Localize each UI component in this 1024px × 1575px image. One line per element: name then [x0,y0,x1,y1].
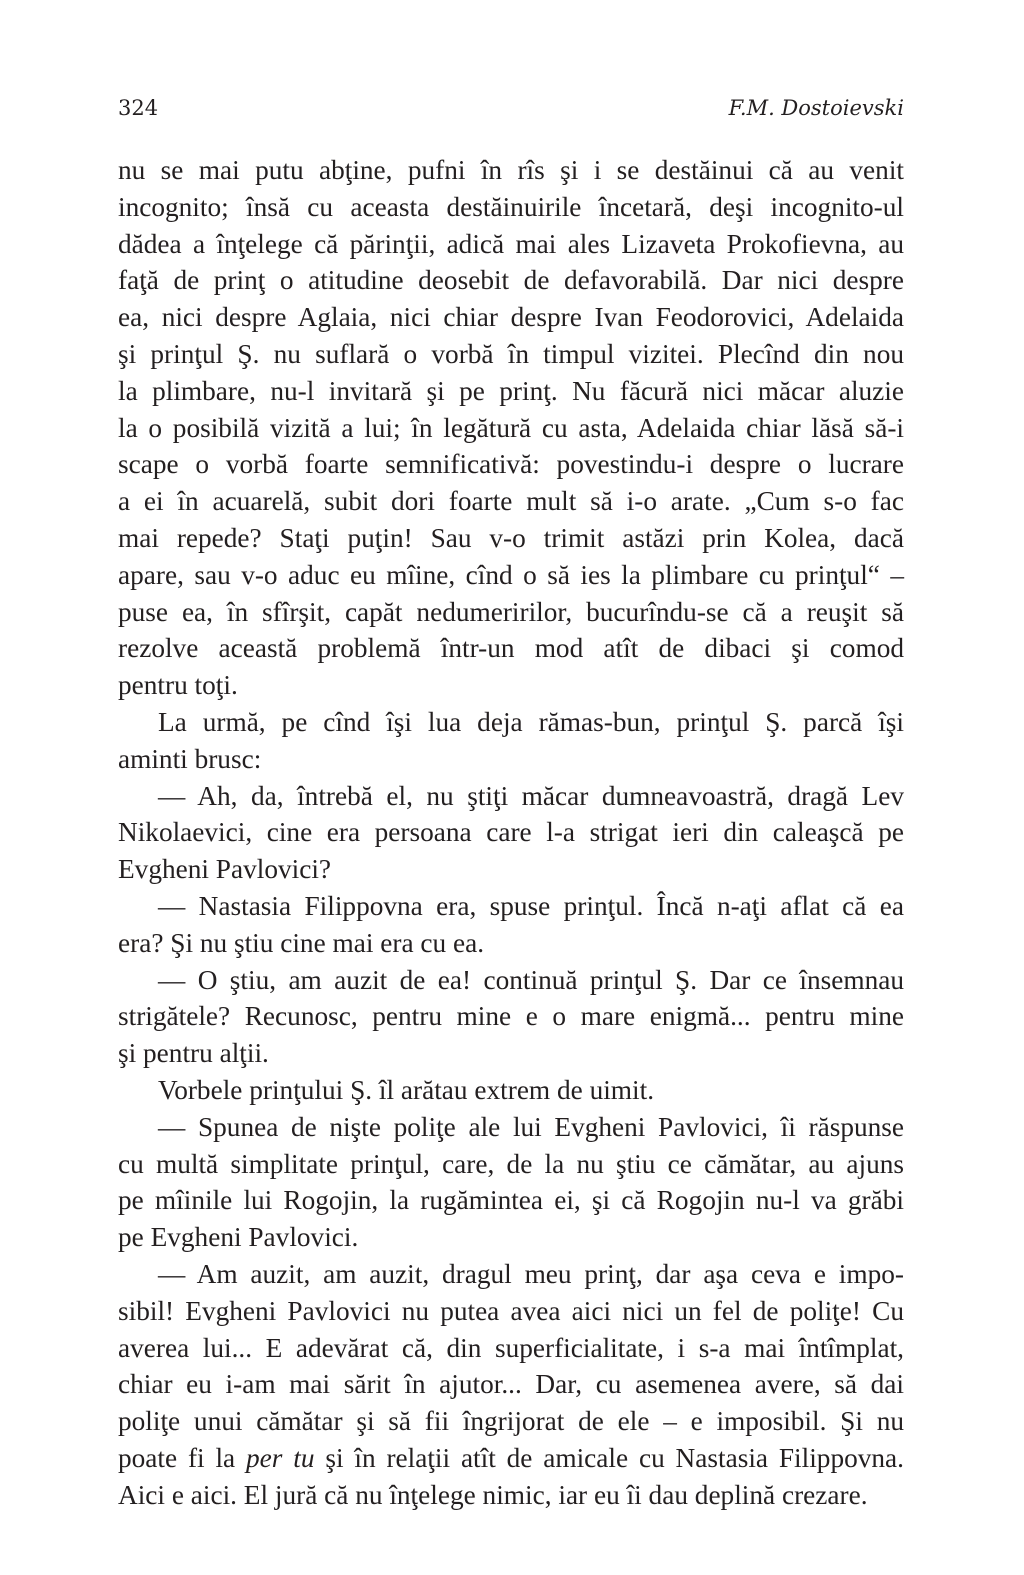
text-line: pe mîinile lui Rogojin, la rugămintea ei, şi că Rogojin nu-l va grăbi [118,1185,904,1216]
text-segment: poate fi la [118,1442,247,1473]
text-line: la plimbare, nu-l invitară şi pe prinţ. Nu făcură nici măcar aluzie [118,375,904,406]
running-head: F.M. Dostoievski [728,96,904,120]
text-line-final: Aici e aici. El jură că nu înţelege nimic, iar eu îi dau deplină crezare. [118,1479,868,1510]
text-line: pentru toţi. [118,670,238,701]
text-line: strigătele? Recunosc, pentru mine e o mare enigmă... pentru mine [118,1001,904,1032]
text-line: sibil! Evgheni Pavlovici nu putea avea aici nici un fel de poliţe! Cu [118,1295,904,1326]
text-line: cu multă simplitate prinţul, care, de la nu ştiu ce cămătar, au ajuns [118,1148,904,1179]
text-line: — Spunea de nişte poliţe ale lui Evgheni Pavlovici, îi răspunse [158,1111,904,1142]
italic-phrase: per tu [246,1442,315,1473]
text-line: Nikolaevici, cine era persoana care l-a strigat ieri din caleaşcă pe [118,817,904,848]
text-line: era? Şi nu ştiu cine mai era cu ea. [118,927,485,958]
text-line: chiar eu i-am mai sărit în ajutor... Dar, cu asemenea avere, să dai [118,1369,904,1400]
text-line: dădea a înţelege că părinţii, adică mai ales Lizaveta Prokofievna, au [118,228,904,259]
text-line: puse ea, în sfîrşit, capăt nedumeririlor, bucurîndu-se că a reuşit să [118,596,904,627]
text-line: pe Evgheni Pavlovici. [118,1222,359,1253]
text-line: — Nastasia Filippovna era, spuse prinţul. Încă n-aţi aflat că ea [158,890,904,921]
page-header [118,96,904,128]
text-line: incognito; însă cu aceasta destăinuirile încetară, deşi incognito-ul [118,191,904,222]
text-line: a ei în acuarelă, subit dori foarte mult să i-o arate. „Cum s-o fac [118,486,904,517]
text-line: — Ah, da, întrebă el, nu ştiţi măcar dumneavoastră, dragă Lev [158,780,904,811]
text-line: mai repede? Staţi puţin! Sau v-o trimit astăzi prin Kolea, dacă [118,522,904,553]
text-line-italic [118,1440,904,1477]
text-line: aminti brusc: [118,743,262,774]
text-line: Evgheni Pavlovici? [118,854,332,885]
text-line: La urmă, pe cînd îşi lua deja rămas-bun, prinţul Ş. parcă îşi [158,706,904,737]
text-line: la o posibilă vizită a lui; în legătură cu asta, Adelaida chiar lăsă să-i [118,412,904,443]
text-line: — Am auzit, am auzit, dragul meu prinţ, dar aşa ceva e impo- [158,1258,904,1289]
text-line: ea, nici despre Aglaia, nici chiar despre Ivan Feodorovici, Adelaida [118,302,904,333]
page-number: 324 [118,96,159,120]
text-line: faţă de prinţ o atitudine deosebit de defavorabilă. Dar nici despre [118,265,904,296]
text-line: şi pentru alţii. [118,1038,269,1069]
text-line: şi prinţul Ş. nu suflară o vorbă în timpul vizitei. Plecînd din nou [118,338,904,369]
text-line: scape o vorbă foarte semnificativă: povestindu-i despre o lucrare [118,449,904,480]
text-line: Vorbele prinţului Ş. îl arătau extrem de uimit. [158,1074,655,1105]
text-line: averea lui... E adevărat că, din superficialitate, i s-a mai întîmplat, [118,1332,904,1363]
text-line: nu se mai putu abţine, pufni în rîs şi i se destăinui că au venit [118,155,904,185]
text-line: — O ştiu, am auzit de ea! continuă prinţul Ş. Dar ce însemnau [158,964,904,995]
text-line: rezolve această problemă într-un mod atît de dibaci şi comod [118,633,904,664]
text-line: poliţe unui cămătar şi să fii îngrijorat de ele – e imposibil. Şi nu [118,1406,904,1437]
body-text [118,152,904,1513]
text-line: apare, sau v-o aduc eu mîine, cînd o să ies la plimbare cu prinţul“ – [118,559,904,590]
text-segment: şi în relaţii atît de amicale cu Nastasia Filippovna. [314,1442,904,1473]
